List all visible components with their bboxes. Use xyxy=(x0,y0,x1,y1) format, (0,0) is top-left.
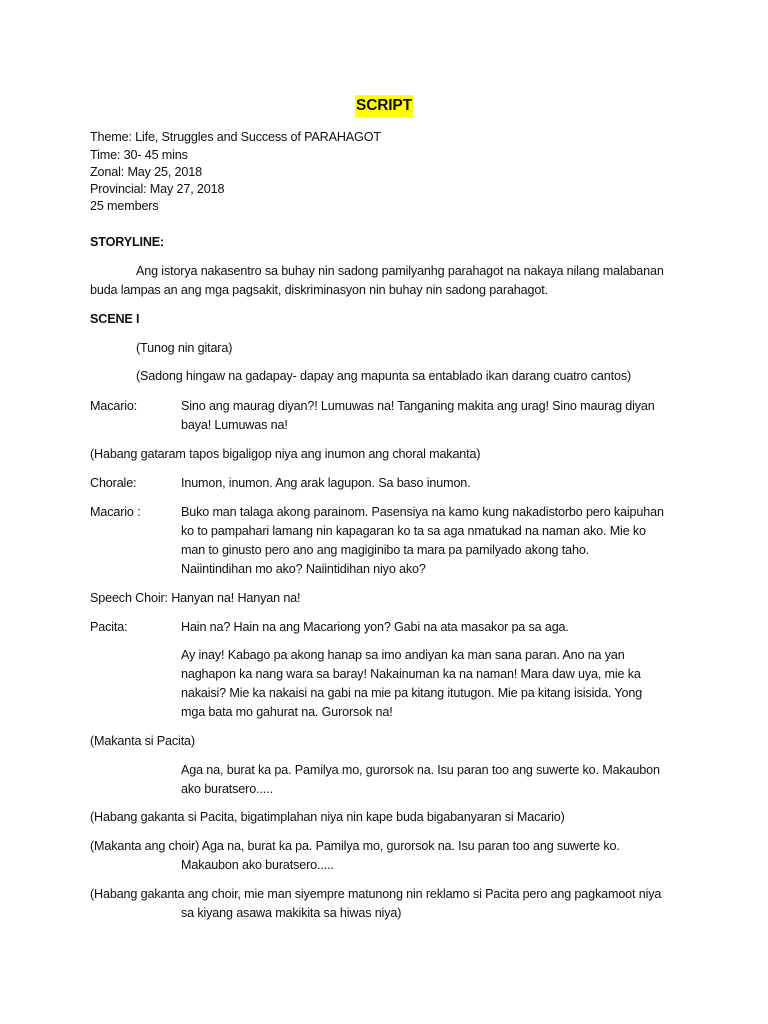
stage-direction: (Sadong hingaw na gadapay- dapay ang mapunta sa entablado ikan darang cuatro cantos) xyxy=(136,369,632,383)
song-line: Aga na, burat ka pa. Pamilya mo, gurorsok na. Isu paran too ang suwerte ko. Makaubon xyxy=(181,763,660,777)
song-line: ako buratsero..... xyxy=(181,782,273,796)
scene-heading: SCENE I xyxy=(90,312,140,326)
members-line: 25 members xyxy=(90,199,159,213)
speaker-name: Macario : xyxy=(90,505,141,519)
dialogue-line: Inumon, inumon. Ang arak lagupon. Sa baso inumon. xyxy=(181,476,471,490)
choir-song-line: (Makanta ang choir) Aga na, burat ka pa. Pamilya mo, gurorsok na. Isu paran too ang suwerte ko. xyxy=(90,839,620,853)
script-title: SCRIPT xyxy=(355,95,413,117)
dialogue-line: nakaisi? Mie ka nakaisi na gabi na mie pa kitang itutugon. Mie pa kitang isisida. Yong xyxy=(181,686,643,700)
speech-choir-line: Speech Choir: Hanyan na! Hanyan na! xyxy=(90,591,301,605)
theme-line: Theme: Life, Struggles and Success of PARAHAGOT xyxy=(90,130,381,144)
dialogue-line: baya! Lumuwas na! xyxy=(181,418,288,432)
dialogue-line: Buko man talaga akong parainom. Pasensiya na kamo kung nakadistorbo pero kaipuhan xyxy=(181,505,664,519)
dialogue-line: mga bata mo gahurat na. Gurorsok na! xyxy=(181,705,393,719)
zonal-line: Zonal: May 25, 2018 xyxy=(90,165,202,179)
stage-direction: (Makanta si Pacita) xyxy=(90,734,195,748)
stage-direction: sa kiyang asawa makikita sa hiwas niya) xyxy=(181,906,402,920)
provincial-line: Provincial: May 27, 2018 xyxy=(90,182,225,196)
dialogue-line: Ay inay! Kabago pa akong hanap sa imo andiyan ka man sana paran. Ano na yan xyxy=(181,648,625,662)
stage-direction: (Habang gataram tapos bigaligop niya ang inumon ang choral makanta) xyxy=(90,447,481,461)
storyline-heading: STORYLINE: xyxy=(90,235,165,249)
stage-direction: (Habang gakanta ang choir, mie man siyempre matunong nin reklamo si Pacita pero ang pagkamoot niya xyxy=(90,887,662,901)
time-line: Time: 30- 45 mins xyxy=(90,148,188,162)
speaker-name: Chorale: xyxy=(90,476,137,490)
storyline-text-2: buda lampas an ang mga pagsakit, diskriminasyon nin buhay nin sadong parahagot. xyxy=(90,283,548,297)
dialogue-line: Naiintindihan mo ako? Naiintidihan niyo ako? xyxy=(181,562,426,576)
choir-song-line: Makaubon ako buratsero..... xyxy=(181,858,334,872)
dialogue-line: man to ginusto pero ano ang magiginibo ta mara pa pamilyado akong taho. xyxy=(181,543,590,557)
storyline-text-1: Ang istorya nakasentro sa buhay nin sadong pamilyanhg parahagot na nakaya nilang malabanan xyxy=(136,264,664,278)
speaker-name: Pacita: xyxy=(90,620,128,634)
speaker-name: Macario: xyxy=(90,399,138,413)
stage-direction: (Habang gakanta si Pacita, bigatimplahan niya nin kape buda bigabanyaran si Macario) xyxy=(90,810,565,824)
dialogue-line: Sino ang maurag diyan?! Lumuwas na! Tanganing makita ang urag! Sino maurag diyan xyxy=(181,399,655,413)
dialogue-line: naghapon ka nang wara sa baray! Nakainuman ka na naman! Mara daw uya, mie ka xyxy=(181,667,641,681)
dialogue-line: ko to pampahari lamang nin kapagaran ko ta sa aga nmatukad na naman ako. Mie ko xyxy=(181,524,646,538)
dialogue-line: Hain na? Hain na ang Macariong yon? Gabi na ata masakor pa sa aga. xyxy=(181,620,569,634)
stage-direction: (Tunog nin gitara) xyxy=(136,341,233,355)
